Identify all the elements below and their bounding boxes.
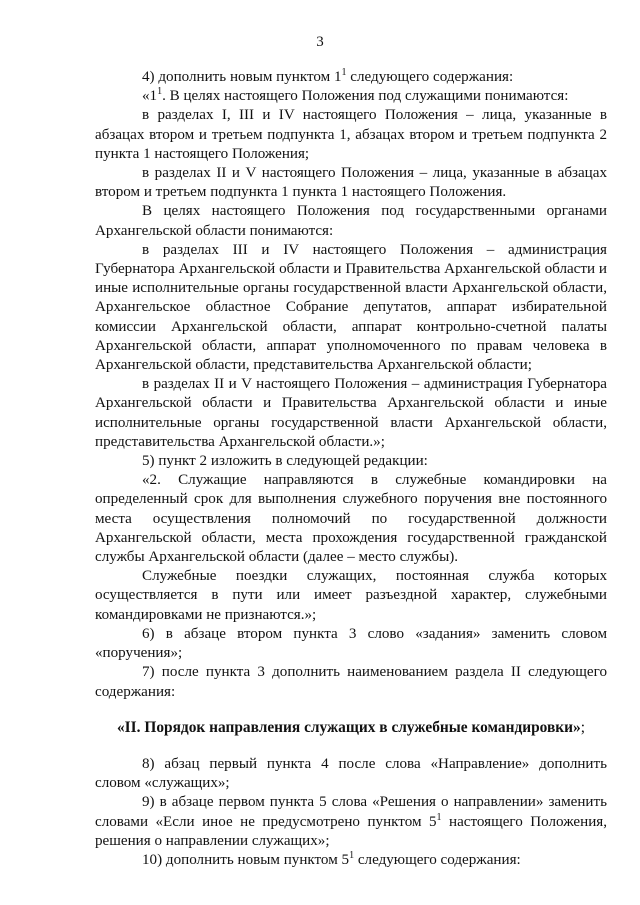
- document-body: [95, 68, 607, 870]
- paragraph: в разделах II и V настоящего Положения – лица, указанные в абзацах втором и третьем подпункта 1 пункта 1 настоящего Положения.: [95, 165, 607, 201]
- paragraph: 7) после пункта 3 дополнить наименованием раздела II следующего содержания:: [95, 664, 607, 700]
- paragraph: В целях настоящего Положения под государственными органами Архангельской области понимаются:: [95, 203, 607, 239]
- paragraph: Служебные поездки служащих, постоянная служба которых осуществляется в пути или имеет разъездной характер, служебными командировками не признаются.»;: [95, 568, 607, 623]
- paragraph-item-4: 4) дополнить новым пунктом $1^1$ следующего содержания:: [142, 67, 514, 85]
- paragraph: в разделах I, III и IV настоящего Положения – лица, указанные в абзацах втором и третьем подпункта 1, абзацах втором и третьем подпункта 2 пункта 1 настоящего Положения;: [95, 107, 607, 162]
- paragraph: 5) пункт 2 изложить в следующей редакции:: [142, 453, 428, 470]
- paragraph: 6) в абзаце втором пункта 3 слово «задания» заменить словом «поручения»;: [95, 625, 607, 662]
- section-heading-title: «II. Порядок направления служащих в служебные командировки»: [116, 718, 581, 736]
- paragraph: «2. Служащие направляются в служебные командировки на определенный срок для выполнения служебного поручения вне постоянного места осуществления полномочий по государственной должности Архангельской области, места прохождения государственной гражданской службы Архангельской области (далее – место службы).: [95, 472, 607, 566]
- paragraph: в разделах II и V настоящего Положения – администрация Губернатора Архангельской области и Правительства Архангельской области и иные исполнительные органы государственной власти Архангельской области, представительства Архангельской области.»;: [95, 376, 607, 450]
- page-number: 3: [316, 34, 324, 50]
- paragraph: 10) дополнить новым пунктом $5^1$ следующего содержания:: [142, 849, 521, 868]
- paragraph-new-point-1-1: «$1^1$. В целях настоящего Положения под служащими понимаются:: [142, 86, 569, 105]
- paragraph: 9) в абзаце первом пункта 5 слова «Решения о направлении» заменить словами «Если иное не предусмотрено пунктом $5^1$ настоящего Положения, решения о направлении служащих»;: [95, 794, 607, 849]
- section-heading: «II. Порядок направления служащих в служебные командировки»;: [116, 718, 586, 736]
- paragraph: 8) абзац первый пункта 4 после слова «Направление» дополнить словом «служащих»;: [95, 755, 607, 792]
- paragraph: в разделах III и IV настоящего Положения – администрация Губернатора Архангельской области и Правительства Архангельской области и иные исполнительные органы государственной власти Архангельской области, Архангельское областное Собрание депутатов, аппарат избирательной комиссии Архангельской области, аппарат контрольно-счетной палаты Архангельской области, аппарат уполномоченного по правам человека в Архангельской области, представительства Архангельской области;: [95, 241, 607, 374]
